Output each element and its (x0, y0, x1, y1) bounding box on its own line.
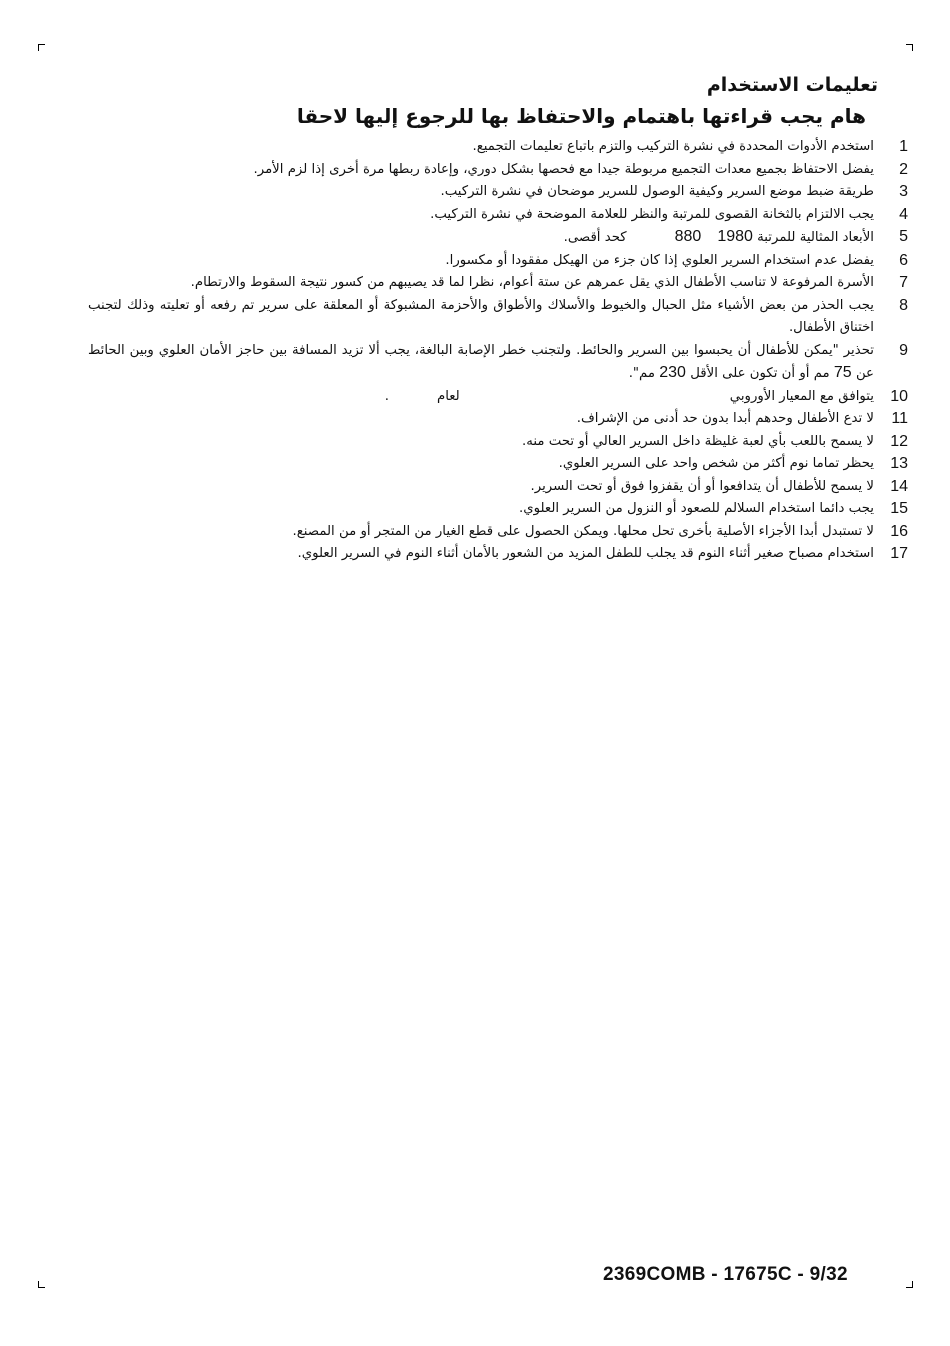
item-number: 1 (899, 138, 908, 155)
list-item (88, 521, 908, 544)
item-text: الأسرة المرفوعة لا تناسب الأطفال الذي يقل عمرهم عن ستة أعوام، نظرا لما قد يصيبهم من كسور نتيجة السقوط والارتطام. (190, 275, 874, 290)
item-text: استخدم الأدوات المحددة في نشرة التركيب والتزم باتباع تعليمات التجميع. (472, 139, 874, 154)
list-item (88, 250, 908, 273)
item-number: 13 (890, 455, 908, 472)
list-item (88, 226, 908, 250)
item-text (88, 226, 874, 250)
page-title: تعليمات الاستخدام (706, 74, 878, 96)
item-text: يفضل عدم استخدام السرير العلوي إذا كان جزء من الهيكل مفقودا أو مكسورا. (445, 252, 874, 268)
item-number: 16 (890, 522, 908, 540)
item-text-part: كحد أقصى. (563, 230, 627, 245)
item-text: لا تستبدل أبدا الأجزاء الأصلية بأخرى تحل محلها. ويمكن الحصول على قطع الغيار من المتجر أو من المصنع. (292, 523, 874, 539)
item-text: طريقة ضبط موضع السرير وكيفية الوصول للسرير موضحان في نشرة التركيب. (440, 184, 874, 199)
item-text: يجب دائما استخدام السلالم للصعود أو النزول من السرير العلوي. (519, 501, 874, 516)
item-number: 5 (899, 228, 908, 245)
item-number: 4 (899, 205, 908, 223)
crop-mark-top-right (906, 44, 913, 51)
item-number: 14 (890, 477, 908, 495)
list-item (88, 543, 908, 566)
item-text: استخدام مصباح صغير أثناء النوم قد يجلب للطفل المزيد من الشعور بالأمان أثناء النوم في السرير العلوي. (297, 546, 874, 561)
mattress-width: 880 (674, 228, 702, 245)
page-reference-footer: 2369COMB - 17675C - 9/32 (603, 1264, 848, 1285)
crop-mark-bottom-left (38, 1281, 45, 1288)
item-text-part: مم أو أن تكون على الأقل (690, 366, 830, 381)
item-text-part: مم". (628, 366, 656, 381)
item-text (88, 340, 874, 386)
list-item (88, 204, 908, 227)
list-item (88, 476, 908, 499)
item-text: يفضل الاحتفاظ بجميع معدات التجميع مربوطة جيدا مع فحصها بشكل دوري، وإعادة ربطها مرة أخرى إذا لزم الأمر. (253, 161, 874, 177)
item-number: 7 (899, 274, 908, 291)
list-item (88, 408, 908, 431)
item-text: يجب الالتزام بالثخانة القصوى للمرتبة والنظر للعلامة الموضحة في نشرة التركيب. (430, 206, 874, 222)
item-number: 3 (899, 183, 908, 200)
item-number: 10 (890, 387, 908, 405)
item-number: 8 (899, 296, 908, 314)
item-text: لا يسمح باللعب بأي لعبة غليظة داخل السرير العالي أو تحت منه. (522, 433, 874, 449)
crop-mark-bottom-right (906, 1281, 913, 1288)
list-item (88, 136, 908, 159)
item-text: يحظر تماما نوم أكثر من شخص واحد على السرير العلوي. (558, 456, 874, 471)
item-text-part: الأبعاد المثالية للمرتبة (757, 230, 874, 245)
item-number: 17 (890, 545, 908, 562)
list-item (88, 181, 908, 204)
item-text (88, 386, 874, 409)
item-text: يجب الحذر من بعض الأشياء مثل الحبال والخيوط والأسلاك والأطواق والأحزمة المشبوكة أو المعلقة على سرير تم رفعه أو تعليته وذلك لتجنب اختناق الأطفال. (88, 297, 874, 335)
instructions-list (88, 136, 908, 566)
important-notice: هام يجب قراءتها باهتمام والاحتفاظ بها للرجوع إليها لاحقا (296, 104, 866, 128)
list-item (88, 272, 908, 295)
item-text-part: . (384, 388, 389, 404)
item-text-part: لعام (436, 388, 460, 404)
item-text-part: تحذير "يمكن للأطفال أن يحبسوا بين السرير والحائط. ولتجنب خطر الإصابة البالغة، يجب ألا تزيد المسافة بين حاجز الأمان العلوي وبين الحائط عن (88, 342, 874, 381)
item-text: لا تدع الأطفال وحدهم أبدا بدون حد أدنى من الإشراف. (576, 411, 874, 426)
item-number: 2 (899, 160, 908, 178)
item-number: 9 (899, 341, 908, 359)
gap-max-mm: 75 (833, 364, 852, 381)
list-item (88, 340, 908, 386)
list-item (88, 453, 908, 476)
mattress-length: 1980 (717, 228, 753, 245)
gap-min-mm: 230 (659, 364, 686, 381)
list-item (88, 386, 908, 409)
list-item (88, 295, 908, 340)
item-text-part: يتوافق مع المعيار الأوروبي (729, 388, 874, 404)
instructions-section (88, 72, 908, 566)
item-number: 15 (890, 500, 908, 517)
item-number: 12 (890, 432, 908, 450)
list-item (88, 431, 908, 454)
item-text: لا يسمح للأطفال أن يتدافعوا أو أن يقفزوا فوق أو تحت السرير. (530, 478, 874, 494)
crop-mark-top-left (38, 44, 45, 51)
item-number: 11 (891, 410, 908, 427)
list-item (88, 159, 908, 182)
list-item (88, 498, 908, 521)
item-number: 6 (899, 251, 908, 269)
